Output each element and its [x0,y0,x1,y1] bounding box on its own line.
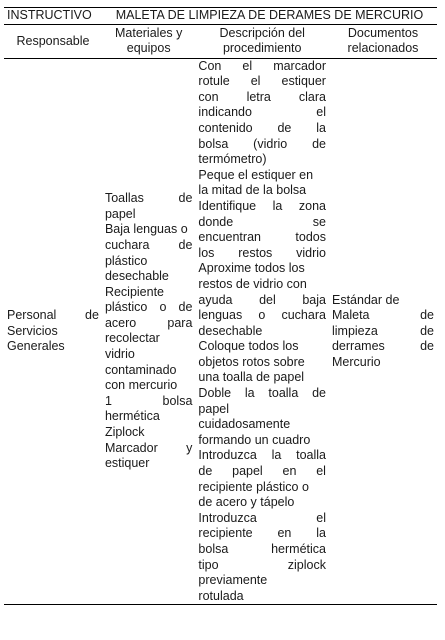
responsable-line-word: Generales [7,339,65,354]
descripcion-line [198,105,326,121]
documentos-line-word: de [420,308,434,323]
descripcion-line-word: se [312,214,326,229]
descripcion-line-word: indicando [198,105,252,120]
materiales-line-word: con mercurio [104,378,178,393]
descripcion-line-word: el [242,58,253,73]
descripcion-line-word: contenido [198,120,253,135]
descripcion-line [198,261,326,277]
descripcion-line-word: de [277,120,292,135]
descripcion-line-word: Doble [198,386,232,401]
descripcion-line-word: letra [246,89,271,104]
descripcion-line [198,495,326,511]
materiales-line-word: plástico [104,253,148,268]
documentos-line [332,324,434,340]
instructivo-label: INSTRUCTIVO [4,8,102,25]
responsable-line [7,324,99,340]
materiales-line-word: Marcador [104,440,158,455]
descripcion-line-word: restos de vidrio con [198,276,307,291]
cell-responsable [4,58,102,605]
responsable-line [7,339,99,355]
descripcion-line-word: en [277,526,292,541]
descripcion-line-word: toalla [268,386,299,401]
materiales-line-word: y [186,440,193,455]
descripcion-line-word: de acero y tápelo [198,495,295,510]
descripcion-line [198,59,326,75]
materiales-line-word: papel [104,206,136,221]
documentos-line [332,293,434,309]
materiales-line-word: Toallas [104,191,144,206]
col-header-responsable-text: Responsable [16,33,90,48]
materiales-line [105,207,192,223]
descripcion-line-word: una toalla de papel [198,370,305,385]
descripcion-line-word: marcador [273,58,326,73]
descripcion-line [198,324,326,340]
materiales-line-word: acero [104,315,137,330]
materiales-line [105,300,192,316]
descripcion-line [198,355,326,371]
col-header-materiales [102,24,195,58]
documentos-line-word: de [420,339,434,354]
descripcion-line-word: el [316,510,326,525]
documentos-line [332,355,434,371]
materiales-line-word: vidrio [104,347,135,362]
materiales-line-word: estiquer [104,456,150,471]
col-header-documentos-line: Documentos [347,26,419,41]
col-header-materiales-line: Materiales y [114,26,183,41]
descripcion-line-word: ayuda [198,292,233,307]
descripcion-line [198,589,326,605]
descripcion-line [198,402,326,418]
descripcion-line [198,480,326,496]
descripcion-line [198,542,326,558]
documentos-line-word: derrames [331,339,385,354]
materiales-line [105,238,192,254]
descripcion-line [198,137,326,153]
descripcion-line-word: la [244,386,255,401]
materiales-line [105,331,192,347]
document-title: MALETA DE LIMPIEZA DE DERAMES DE MERCURIO [102,8,437,25]
descripcion-line-word: Con [198,58,222,73]
descripcion-line-word: de [198,464,213,479]
descripcion-line [198,293,326,309]
descripcion-line-word: clara [298,89,326,104]
materiales-line-word: cuchara [104,237,150,252]
descripcion-line-word: baja [302,292,326,307]
descripcion-line [198,386,326,402]
descripcion-line [198,573,326,589]
descripcion-line [198,558,326,574]
documentos-line [332,308,434,324]
instructivo-table [4,7,437,605]
descripcion-line [198,199,326,215]
descripcion-line [198,152,326,168]
col-header-descripcion-line: Descripción del [219,26,305,41]
descripcion-line-word: Introduzca [198,510,257,525]
cell-documentos [329,58,437,605]
materiales-line [105,222,192,238]
cell-materiales [102,58,195,605]
documentos-line [332,339,434,355]
descripcion-line-word: el [316,464,326,479]
materiales-line [105,316,192,332]
descripcion-line-word: papel [198,401,230,416]
responsable-line [7,308,99,324]
documentos-line-word: Maleta [331,308,370,323]
descripcion-line-word: la [316,120,326,135]
documentos-line-word: Mercurio [331,354,381,369]
materiales-line-word: o [159,300,167,315]
descripcion-line-word: previamente [198,573,268,588]
descripcion-line-word: bolsa [198,136,229,151]
descripcion-line [198,246,326,262]
descripcion-line-word: lenguas [198,308,243,323]
descripcion-text [198,59,326,605]
responsable-line-word: Personal [7,308,57,323]
descripcion-line-word: recipiente [198,526,253,541]
materiales-line [105,394,192,410]
descripcion-line-word: recipiente plástico o [198,479,309,494]
col-header-documentos-line: relacionados [347,41,419,56]
materiales-line [105,456,192,472]
column-header-row [4,24,437,58]
materiales-line [105,378,192,394]
descripcion-line-word: zona [298,198,326,213]
descripcion-line [198,90,326,106]
responsable-line-word: Servicios [7,323,58,338]
descripcion-line-word: desechable [198,323,263,338]
descripcion-line [198,121,326,137]
descripcion-line-word: de [312,136,326,151]
materiales-line-word: bolsa [162,393,193,408]
descripcion-line-word: cuchara [281,308,326,323]
descripcion-line [198,417,326,433]
descripcion-line-word: (vidrio [253,136,288,151]
materiales-line-word: Recipiente [104,284,165,299]
descripcion-line-word: objetos rotos sobre [198,354,305,369]
descripcion-line [198,511,326,527]
materiales-line-word: de [178,300,193,315]
descripcion-line-word: cuidadosamente [198,417,291,432]
descripcion-line-word: donde [198,214,234,229]
materiales-line [105,441,192,457]
materiales-line [105,409,192,425]
descripcion-line-word: encuentran [198,230,261,245]
col-header-descripcion [195,24,329,58]
descripcion-line-word: hermética [271,542,326,556]
materiales-line-word: Ziplock [104,425,145,440]
documentos-text [332,293,434,371]
descripcion-line-word: vidrio [296,245,326,260]
materiales-line-word: contaminado [104,362,177,377]
col-header-responsable [4,24,102,58]
materiales-line-word: hermética [104,409,160,424]
col-header-descripcion-line: procedimiento [222,41,302,56]
descripcion-line-word: o [258,308,266,323]
descripcion-line-word: tipo [198,557,219,572]
descripcion-line-word: los [198,245,215,260]
documentos-line-word: de [420,323,434,338]
descripcion-line [198,183,326,199]
descripcion-line [198,448,326,464]
descripcion-line-word: del [259,292,276,307]
materiales-line [105,254,192,270]
materiales-line [105,191,192,207]
descripcion-line-word: restos [238,245,273,260]
responsable-text [7,308,99,355]
descripcion-line [198,433,326,449]
descripcion-line [198,277,326,293]
descripcion-line-word: Coloque todos los [198,339,299,354]
descripcion-line [198,370,326,386]
materiales-line [105,347,192,363]
documentos-line-word: Estándar de [331,292,400,307]
descripcion-line [198,74,326,90]
table-top-row [4,8,437,25]
descripcion-line-word: rotulada [198,588,244,603]
descripcion-line-word: Peque el estiquer en [198,167,314,182]
materiales-line-word: para [167,315,193,330]
materiales-line-word: Baja lenguas o [104,222,188,237]
materiales-line-word: recolectar [104,331,160,346]
descripcion-line [198,526,326,542]
table-row [4,58,437,605]
descripcion-line [198,339,326,355]
descripcion-line-word: el [316,105,326,120]
descripcion-line-word: el [250,74,261,89]
materiales-line-word: de [178,237,193,252]
materiales-line [105,269,192,285]
descripcion-line-word: rotule [198,74,230,89]
descripcion-line-word: la [272,198,283,213]
materiales-line-word: desechable [104,269,169,284]
materiales-line-word: plástico [104,300,148,315]
descripcion-line-word: formando un cuadro [198,432,311,447]
materiales-line [105,363,192,379]
materiales-line [105,285,192,301]
descripcion-line [198,464,326,480]
materiales-text [105,191,192,472]
materiales-line-word: 1 [104,393,112,408]
descripcion-line-word: termómetro) [198,152,267,167]
descripcion-line [198,230,326,246]
descripcion-line-word: ziplock [287,557,326,572]
descripcion-line-word: la [316,526,326,541]
descripcion-line-word: bolsa [198,542,229,556]
descripcion-line-word: Introduzca [198,448,257,463]
descripcion-line-word: Aproxime todos los [198,261,305,276]
descripcion-line-word: con [198,89,219,104]
descripcion-line-word: toalla [296,448,326,463]
descripcion-line-word: de [312,386,326,401]
descripcion-line-word: la mitad de la bolsa [198,183,307,198]
materiales-line-word: de [178,191,193,206]
descripcion-line-word: papel [232,464,263,479]
descripcion-line [198,215,326,231]
descripcion-line [198,308,326,324]
col-header-materiales-line: equipos [126,41,171,56]
materiales-line [105,425,192,441]
col-header-documentos [329,24,437,58]
descripcion-line [198,168,326,184]
descripcion-line-word: la [271,448,282,463]
documentos-line-word: limpieza [331,323,378,338]
descripcion-line-word: Identifique [198,198,257,213]
responsable-line-word: de [85,308,99,323]
descripcion-line-word: en [282,464,297,479]
descripcion-line-word: todos [295,230,326,245]
descripcion-line-word: estiquer [281,74,326,89]
cell-descripcion [195,58,329,605]
